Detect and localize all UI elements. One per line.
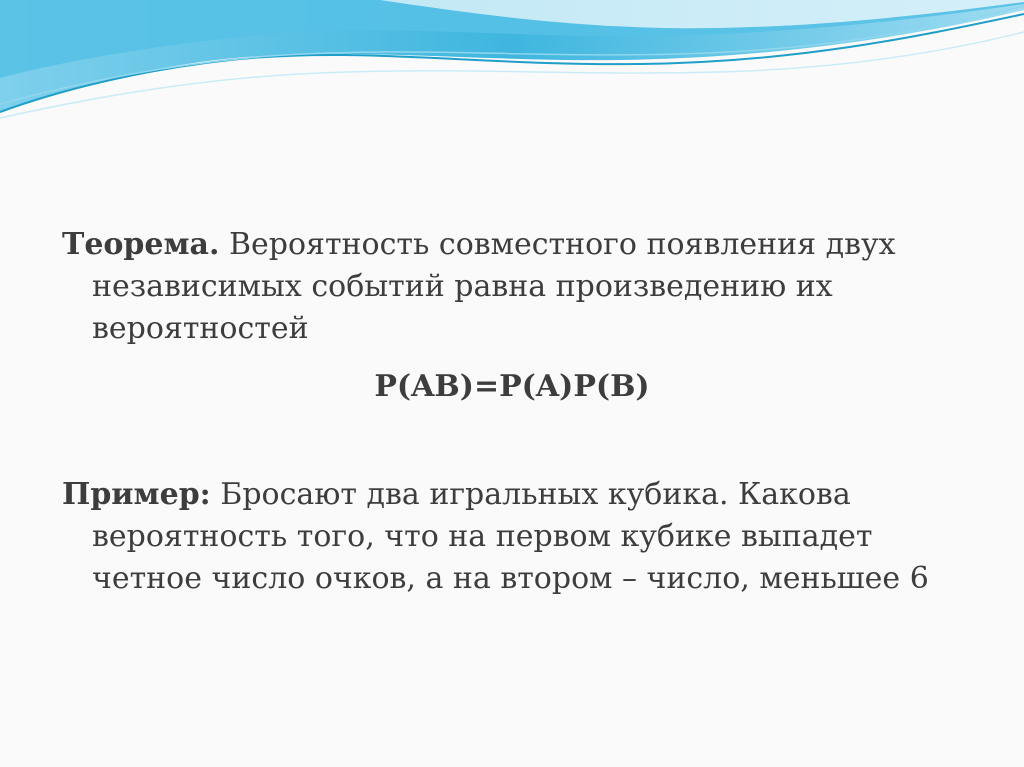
example-label: Пример: — [62, 477, 211, 512]
theorem-line-1 — [62, 224, 962, 266]
theorem-label: Теорема. — [62, 227, 220, 262]
example-text-1: Бросают два игральных кубика. Какова — [210, 477, 851, 512]
theorem-line-2: независимых событий равна произведению их — [92, 269, 833, 304]
header-wave-decoration — [0, 0, 1024, 130]
theorem-paragraph — [62, 224, 962, 350]
product-formula: P(AB)=P(A)P(B) — [374, 369, 650, 404]
theorem-text-1: Вероятность совместного появления двух — [219, 227, 896, 262]
theorem-line-3: вероятностей — [92, 311, 309, 346]
example-line-1 — [62, 474, 962, 516]
example-line-2: вероятность того, что на первом кубике выпадет — [92, 519, 873, 554]
example-line-3: четное число очков, а на втором – число, меньшее 6 — [92, 561, 929, 596]
example-paragraph — [62, 474, 962, 600]
